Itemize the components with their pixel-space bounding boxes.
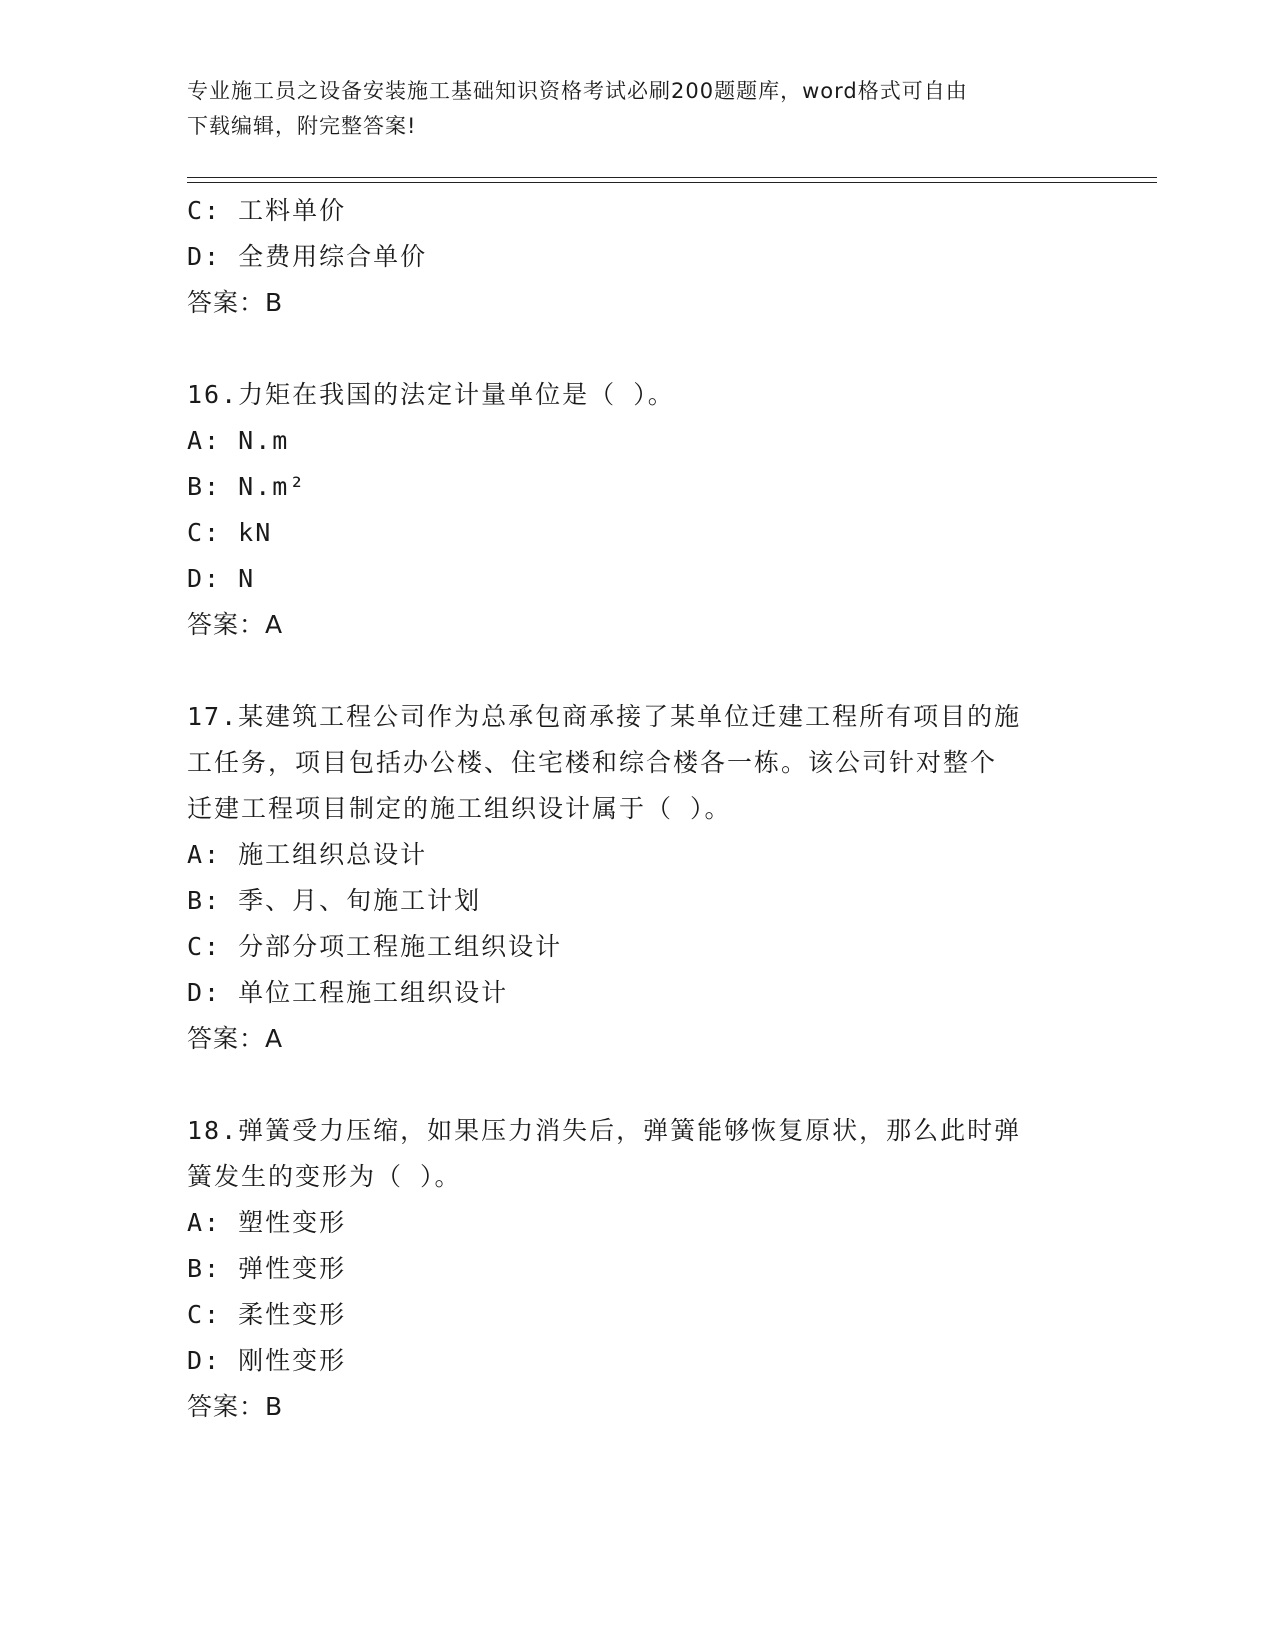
stem-line: 迁建工程项目制定的施工组织设计属于（ ）。 <box>187 794 732 823</box>
document-header <box>187 74 1067 144</box>
answer: 答案：A <box>187 1024 284 1053</box>
option-d: D: 刚性变形 <box>187 1346 347 1375</box>
option-c: C: 分部分项工程施工组织设计 <box>187 932 563 961</box>
option-b: B: 弹性变形 <box>187 1254 347 1283</box>
option-a: A: N.m <box>187 426 290 455</box>
question-15-tail <box>187 188 1087 326</box>
question-17 <box>187 694 1087 1062</box>
option-d: D: 全费用综合单价 <box>187 242 428 271</box>
spacer <box>187 1062 1087 1108</box>
option-b: B: 季、月、旬施工计划 <box>187 886 482 915</box>
stem-line: 17.某建筑工程公司作为总承包商承接了某单位迁建工程所有项目的施 <box>187 702 1022 731</box>
question-stem <box>187 1108 1087 1200</box>
option-c: C: kN <box>187 518 273 547</box>
stem-line: 簧发生的变形为（ ）。 <box>187 1162 462 1191</box>
spacer <box>187 648 1087 694</box>
stem-line: 18.弹簧受力压缩，如果压力消失后，弹簧能够恢复原状，那么此时弹 <box>187 1116 1022 1145</box>
option-a: A: 塑性变形 <box>187 1208 347 1237</box>
header-divider-top <box>187 177 1157 178</box>
question-stem <box>187 694 1087 832</box>
option-c: C: 柔性变形 <box>187 1300 347 1329</box>
question-18 <box>187 1108 1087 1430</box>
header-divider-bottom <box>187 182 1157 183</box>
question-stem <box>187 372 1087 418</box>
header-line-1: 专业施工员之设备安装施工基础知识资格考试必刷200题题库，word格式可自由 <box>187 79 968 103</box>
option-b: B: N.m² <box>187 472 307 501</box>
option-c: C: 工料单价 <box>187 196 347 225</box>
question-list <box>187 188 1087 1430</box>
spacer <box>187 326 1087 372</box>
option-d: D: 单位工程施工组织设计 <box>187 978 509 1007</box>
option-a: A: 施工组织总设计 <box>187 840 428 869</box>
option-d: D: N <box>187 564 256 593</box>
header-line-2: 下载编辑，附完整答案! <box>187 114 417 138</box>
stem-line: 工任务，项目包括办公楼、住宅楼和综合楼各一栋。该公司针对整个 <box>187 748 998 777</box>
answer: 答案：B <box>187 1392 284 1421</box>
answer: 答案：A <box>187 610 284 639</box>
answer: 答案：B <box>187 288 284 317</box>
question-16 <box>187 372 1087 648</box>
stem-line: 16.力矩在我国的法定计量单位是（ ）。 <box>187 380 675 409</box>
